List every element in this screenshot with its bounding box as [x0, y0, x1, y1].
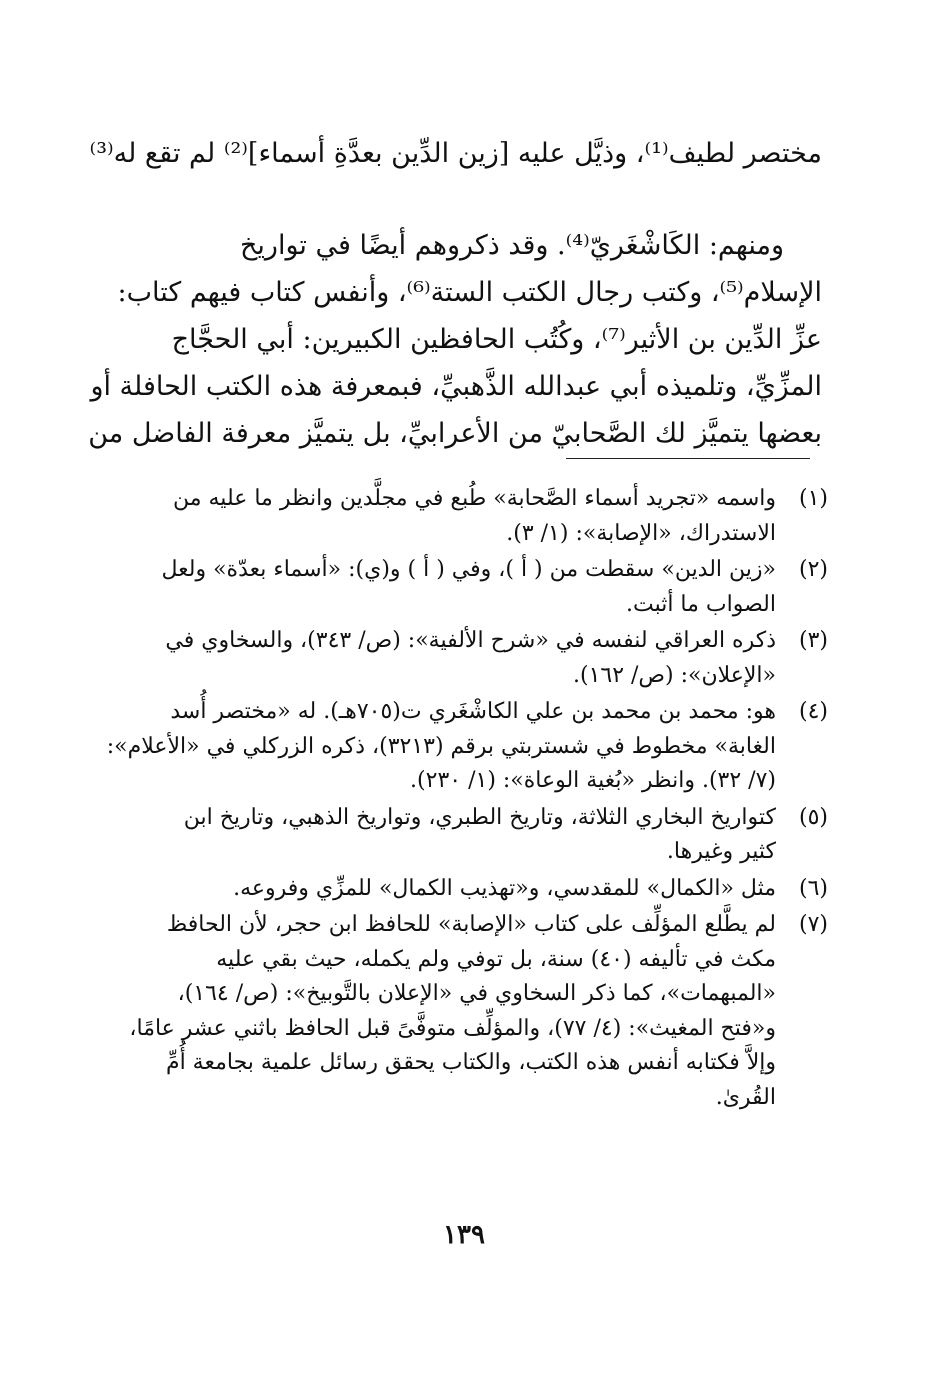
footnote-line: الغابة» مخطوط في شستربتي برقم (٣٢١٣)، ذكره الزركلي في «الأعلام»: [106, 733, 776, 759]
page-number: ١٣٩ [443, 1220, 485, 1250]
footnote-line: «المبهمات»، كما ذكر السخاوي في «الإعلان بالتَّوبيخ»: (ص/ ١٦٤)، [177, 981, 776, 1006]
footnote-2 [150, 553, 828, 622]
footnote-4 [106, 695, 828, 799]
footnote-6 [150, 872, 828, 907]
paragraph-line: الإسلام⁽⁵⁾، وكتب رجال الكتب الستة⁽⁶⁾، وأنفس كتاب فيهم كتاب: [117, 277, 822, 308]
intro-line: مختصر لطيف⁽¹⁾، وذيَّل عليه [زين الدِّين بعدَّةِ أسماء]⁽²⁾ لم تقع له⁽³⁾ [89, 138, 822, 169]
intro-text [89, 130, 822, 177]
footnote-line: الصواب ما أثبت. [625, 591, 776, 617]
footnote-line: وإلاَّ فكتابه أنفس هذه الكتب، والكتاب يحقق رسائل علمية بجامعة أُمِّ [165, 1050, 776, 1075]
footnote-number: (٧) [798, 912, 828, 937]
footnote-line: القُرىٰ. [715, 1084, 776, 1110]
paragraph-line: بعضها يتميَّز لك الصَّحابيّ من الأعرابيِّ، بل يتميَّز معرفة الفاضل من [88, 418, 822, 449]
footnote-line: (٧/ ٣٢). وانظر «بُغية الوعاة»: (١/ ٢٣٠). [410, 768, 776, 793]
footnote-line: لم يطَّلع المؤلِّف على كتاب «الإصابة» للحافظ ابن حجر، لأن الحافظ [166, 912, 776, 937]
footnote-line: الاستدراك، «الإصابة»: (١/ ٣). [506, 520, 776, 546]
footnote-line: مكث في تأليفه (٤٠) سنة، بل توفي ولم يكمله، حيث بقي عليه [216, 946, 776, 972]
paragraph-line: ومنهم: الكَاشْغَريّ⁽⁴⁾. وقد ذكروهم أيضًا في تواريخ [239, 230, 784, 261]
footnote-line: كثير وغيرها. [666, 839, 776, 864]
paragraph-line: عزِّ الدِّين بن الأثير⁽⁷⁾، وكُتُب الحافظين الكبيرين: أبي الحجَّاج [171, 324, 822, 355]
footnote-line: مثل «الكمال» للمقدسي، و«تهذيب الكمال» للمزِّي وفروعه. [233, 875, 776, 901]
footnote-line: ذكره العراقي لنفسه في «شرح الألفية»: (ص/ ٣٤٣)، والسخاوي في [165, 628, 776, 653]
footnote-line: كتواريخ البخاري الثلاثة، وتاريخ الطبري، وتواريخ الذهبي، وتاريخ ابن [183, 804, 776, 830]
main-paragraph [88, 222, 822, 457]
footnote-3 [150, 624, 828, 693]
footnote-number: (٢) [798, 557, 828, 582]
footnote-separator [566, 458, 810, 459]
footnote-5 [150, 801, 828, 870]
footnote-line: «الإعلان»: (ص/ ١٦٢). [572, 662, 776, 688]
footnote-line: هو: محمد بن محمد بن علي الكاشْغَري ت(٧٠٥هـ). له «مختصر أُسد [170, 699, 776, 724]
footnote-7 [129, 908, 828, 1115]
footnote-number: (٣) [798, 628, 828, 653]
footnote-1 [150, 482, 828, 551]
footnote-line: «زين الدين» سقطت من ( أ )، وفي ( أ ) و(ي): «أسماء بعدّة» ولعل [161, 557, 776, 582]
footnote-number: (٥) [798, 804, 828, 830]
footnote-number: (٦) [798, 875, 828, 901]
footnote-number: (١) [798, 486, 828, 511]
footnote-line: واسمه «تجريد أسماء الصَّحابة» طُبع في مجلَّدين وانظر ما عليه من [172, 486, 776, 511]
footnotes-section [106, 482, 828, 1117]
footnote-number: (٤) [798, 699, 828, 724]
footnote-line: و«فتح المغيث»: (٤/ ٧٧)، والمؤلِّف متوفَّىً قبل الحافظ باثني عشر عامًا، [129, 1015, 776, 1041]
paragraph-line: المزِّيِّ، وتلميذه أبي عبدالله الذَّهبيِّ، فبمعرفة هذه الكتب الحافلة أو [90, 371, 822, 402]
